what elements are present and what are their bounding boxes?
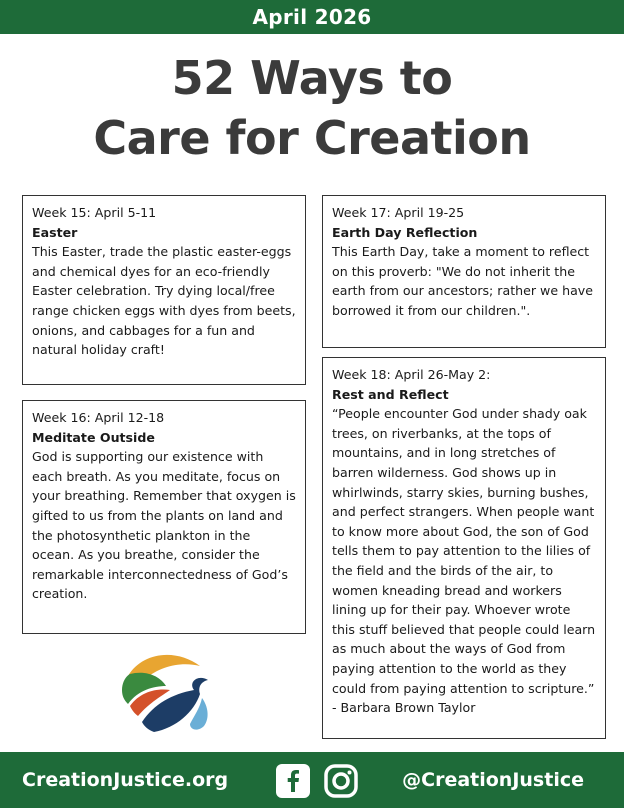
month-label: April 2026 (252, 5, 372, 29)
social-handle[interactable]: @CreationJustice (402, 769, 584, 791)
week-heading: Earth Day Reflection (332, 224, 478, 240)
footer-bar (0, 752, 624, 808)
title-line-1: 52 Ways to (171, 51, 453, 105)
week-text: This Earth Day, take a moment to reflect on this proverb: "We do not inherit the earth from our ancestors; rather we have borrowed it from our children.". (332, 244, 594, 318)
week-label: Week 16: April 12-18 (32, 410, 165, 425)
week-text: This Easter, trade the plastic easter-eggs and chemical dyes for an eco-friendly Easter celebration. Try dying local/free range chicken eggs with dyes from beets, onions, and cabbages for a fun and natural holiday craft! (32, 244, 296, 358)
week-heading: Rest and Reflect (332, 386, 449, 402)
week-label: Week 15: April 5-11 (32, 205, 157, 220)
instagram-icon[interactable] (324, 764, 358, 798)
facebook-icon[interactable] (276, 764, 310, 798)
title-line-2: Care for Creation (93, 111, 531, 165)
week-17-card (322, 195, 606, 348)
week-heading: Meditate Outside (32, 429, 155, 445)
week-heading: Easter (32, 224, 78, 240)
website-link[interactable]: CreationJustice.org (22, 769, 229, 791)
creation-justice-logo (114, 646, 216, 740)
page-title (0, 48, 624, 168)
top-banner (0, 0, 624, 34)
week-text: “People encounter God under shady oak trees, on riverbanks, at the tops of mountains, and in long stretches of barren wilderness. God shows up in whirlwinds, starry skies, burning bushes, and perfect strangers. When people want to know more about God, the son of God tells them to pay attention to the lilies of the field and the birds of the air, to women kneading bread and workers lining up for their pay. Whoever wrote this stuff believed that people could learn as much about the ways of God from paying attention to the world as they could from paying attention to scripture.” - Barbara Brown Taylor (332, 406, 596, 716)
week-15-card (22, 195, 306, 385)
week-16-card (22, 400, 306, 634)
week-label: Week 17: April 19-25 (332, 205, 465, 220)
week-label: Week 18: April 26-May 2: (332, 367, 491, 382)
week-text: God is supporting our existence with each breath. As you meditate, focus on your breathing. Remember that oxygen is gifted to us from the plants on land and the photosynthetic plankton in the ocean. As you breathe, consider the remarkable interconnectedness of God’s creation. (32, 449, 296, 602)
week-18-card (322, 357, 606, 739)
